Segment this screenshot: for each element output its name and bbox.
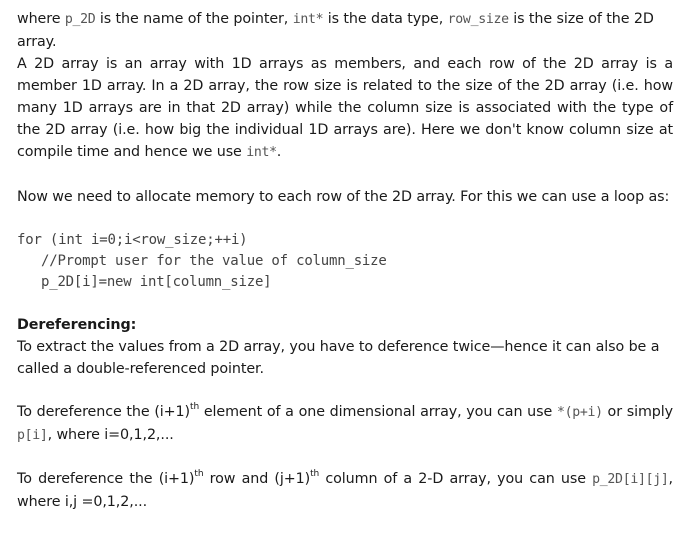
- superscript-th: th: [194, 469, 204, 480]
- text-run: or simply: [602, 404, 673, 420]
- code-line-allocation: p_2D[i]=new int[column_size]: [41, 274, 272, 290]
- text-run: To dereference the (i+1): [17, 471, 195, 487]
- code-line-for-loop: for (int i=0;i<row_size;++i): [17, 232, 248, 248]
- code-line-comment: //Prompt user for the value of column_size: [41, 253, 387, 269]
- superscript-th: th: [190, 402, 200, 413]
- inline-code-p-index: p[i]: [17, 428, 48, 443]
- inline-code-int-pointer: int*: [246, 145, 277, 160]
- double-dereference-explanation: To extract the values from a 2D array, you have to deference twice—hence it can also be a called a double-referenced pointer.: [17, 339, 660, 377]
- inline-code-int-pointer: int*: [292, 12, 324, 27]
- text-run: To dereference the (i+1): [17, 404, 191, 420]
- 2d-dereference-explanation: [17, 468, 673, 513]
- 1d-dereference-explanation: [17, 401, 673, 447]
- text-run: , where i=0,1,2,...: [47, 427, 174, 443]
- document-page: [17, 8, 673, 513]
- text-run: element of a one dimensional array, you can use: [199, 404, 557, 420]
- pointer-declaration-explanation: [17, 8, 673, 53]
- allocation-intro: Now we need to allocate memory to each row of the 2D array. For this we can use a loop as:: [17, 189, 670, 205]
- inline-code-p2d: p_2D: [64, 12, 96, 27]
- text-run: .: [276, 144, 282, 160]
- inline-code-pointer-offset: *(p+i): [556, 405, 603, 420]
- text-run: is the data type,: [323, 11, 448, 27]
- text-run: where: [17, 11, 65, 27]
- inline-code-row-size: row_size: [447, 12, 509, 27]
- text-run: A 2D array is an array with 1D arrays as members, and each row of the 2D array is a member 1D array. In a 2D array, the row size is related to the size of the 2D array (i.e. how many 1D arrays are in that 2D array) while the column size is associated with the type of the 2D array (i.e. how big the individual 1D arrays are). Here we don't know column size at compile time and hence we use: [17, 56, 673, 160]
- section-heading-dereferencing: Dereferencing:: [17, 317, 137, 333]
- text-run: column of a 2-D array, you can use: [319, 471, 593, 487]
- text-run: row and (j+1): [203, 471, 311, 487]
- 2d-array-explanation: [17, 53, 673, 164]
- inline-code-p2d-index: p_2D[i][j]: [592, 472, 669, 487]
- text-run: , where i,j =0,1,2,...: [17, 471, 673, 510]
- text-run: is the name of the pointer,: [95, 11, 293, 27]
- superscript-th: th: [310, 469, 320, 480]
- text-run: is the size of the 2D array.: [17, 11, 654, 50]
- allocation-loop-code-block: [17, 230, 673, 293]
